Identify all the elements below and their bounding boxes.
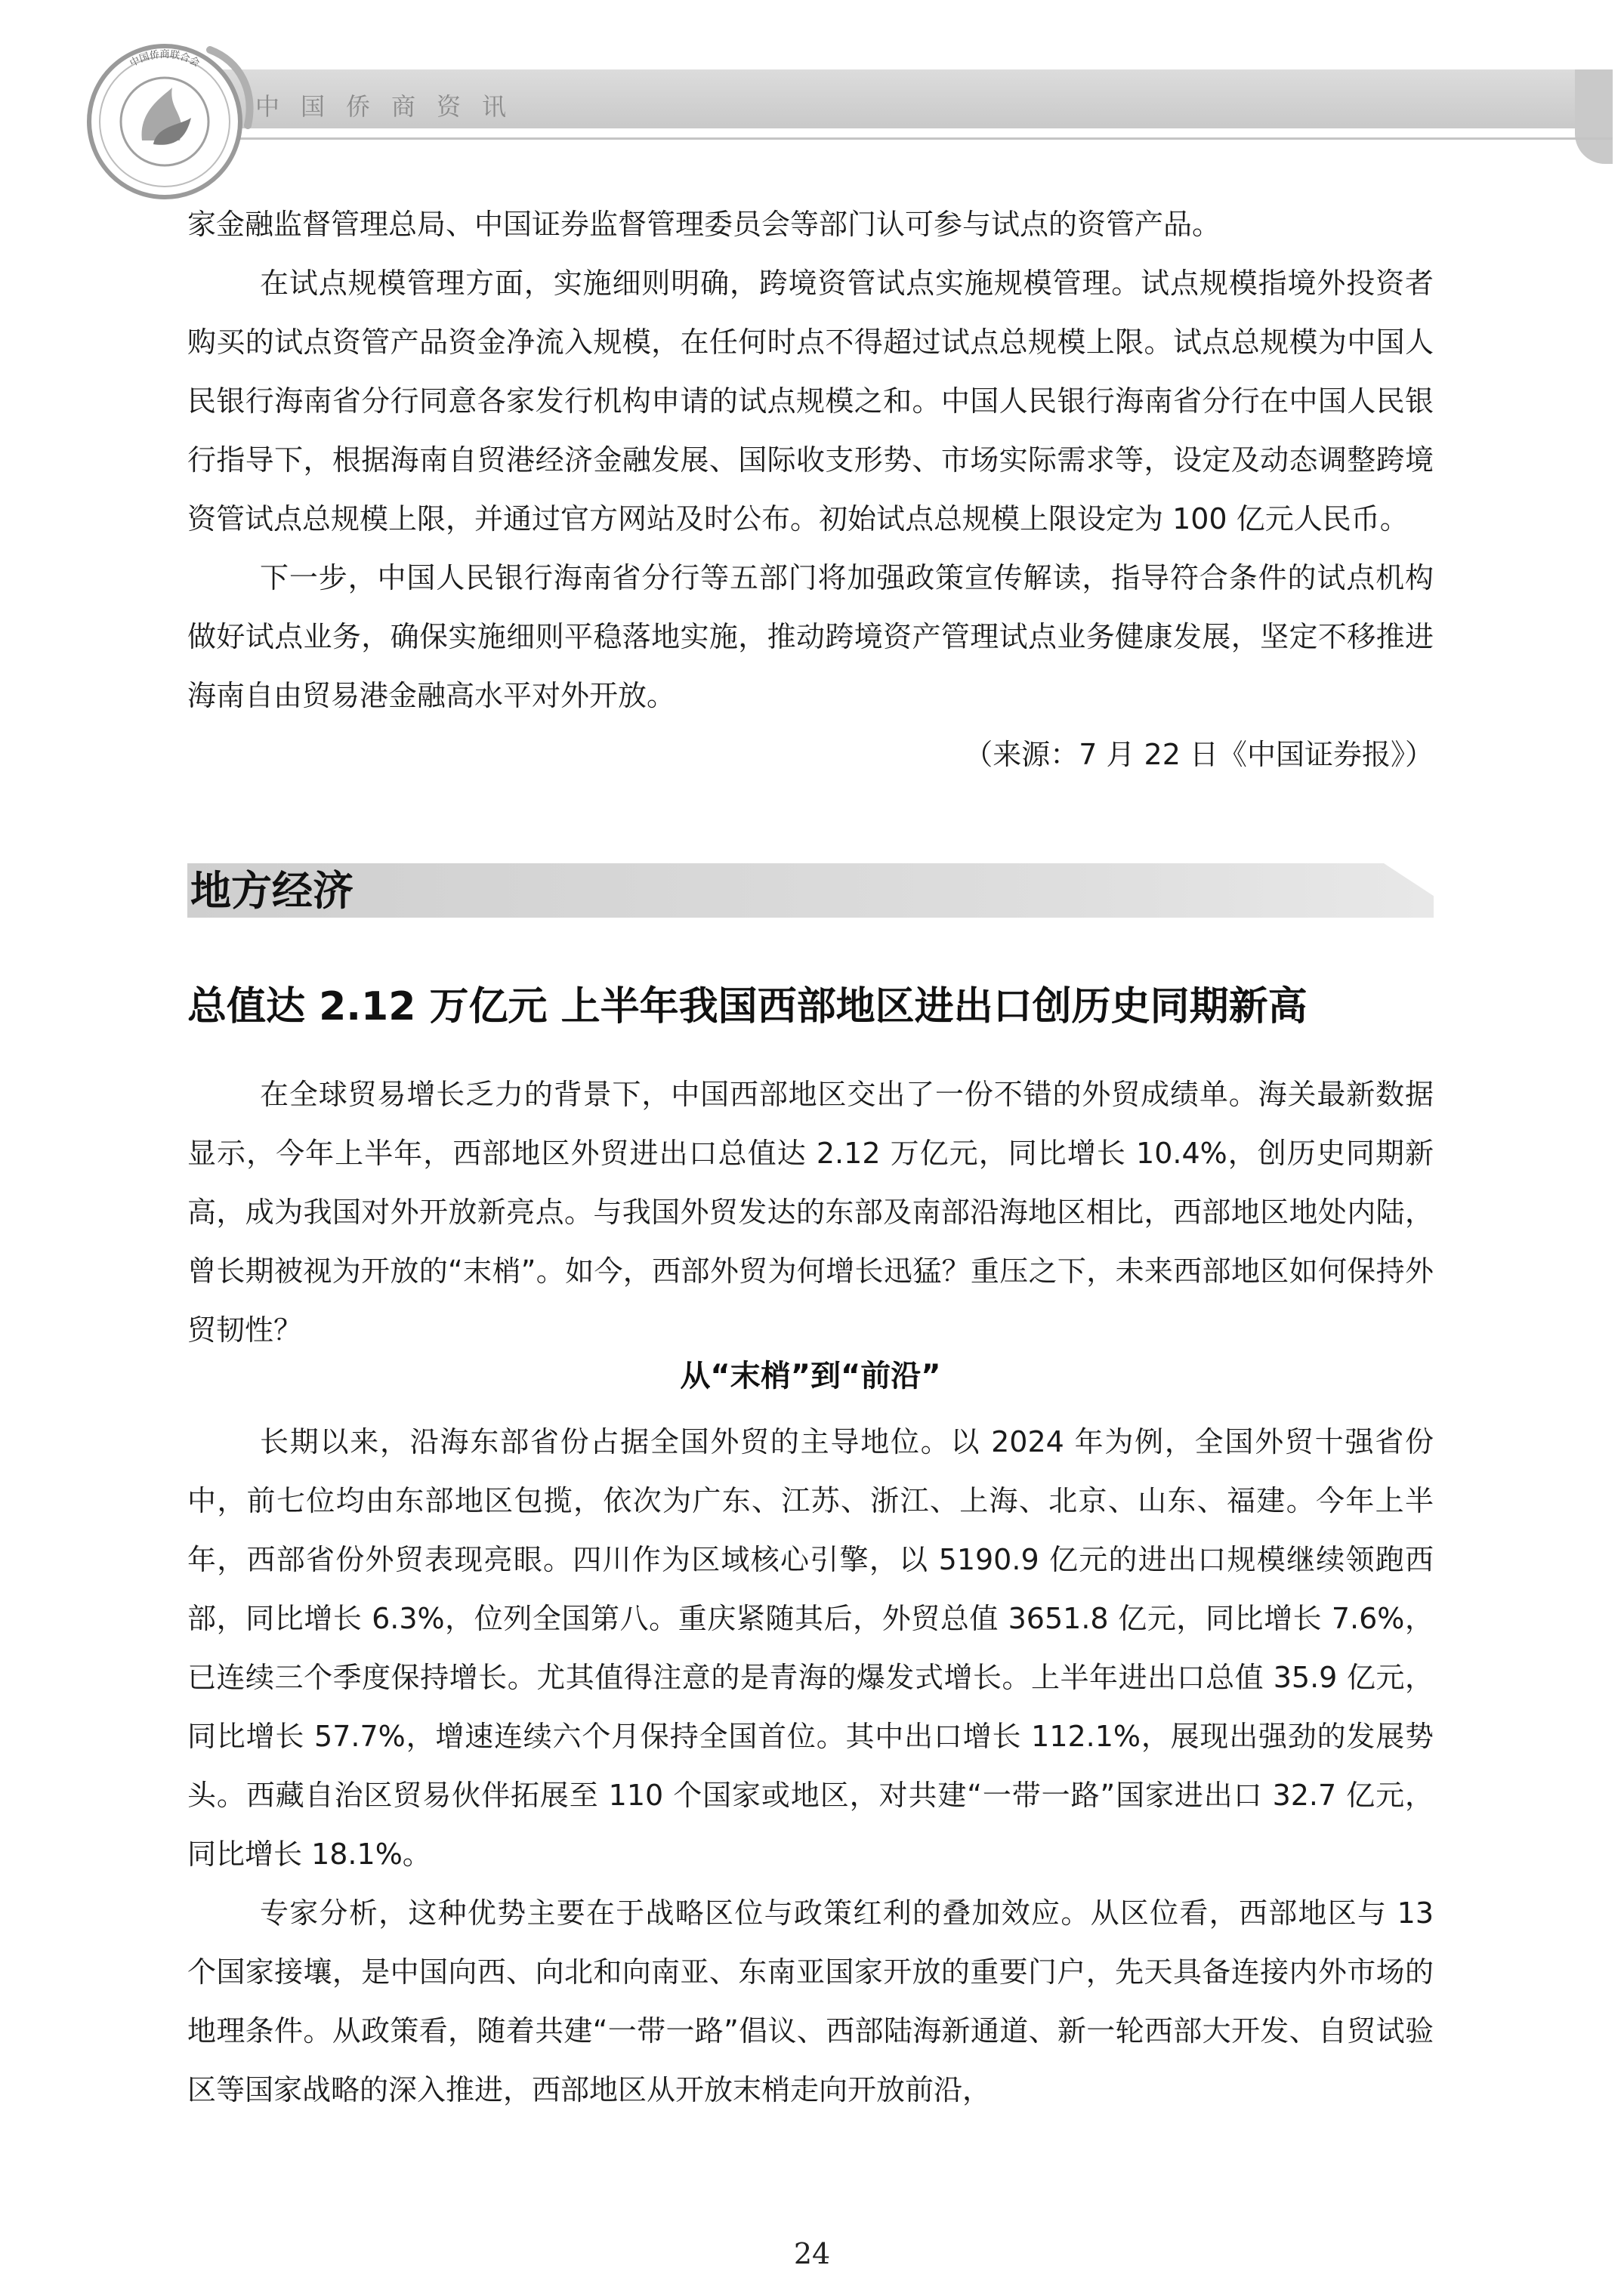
publication-logo [66, 20, 270, 201]
header-corner-decoration [1575, 69, 1613, 164]
section-band [187, 863, 1434, 918]
article-body [187, 1412, 1434, 2119]
page-number: 24 [793, 2237, 831, 2270]
continued-article [187, 195, 1434, 784]
continued-paragraph: 下一步，中国人民银行海南省分行等五部门将加强政策宣传解读，指导符合条件的试点机构做好试点业务，确保实施细则平稳落地实施，推动跨境资产管理试点业务健康发展，坚定不移推进海南自由贸易港金融高水平对外开放。 [187, 561, 1434, 712]
body-paragraph: 专家分析，这种优势主要在于战略区位与政策红利的叠加效应。从区位看，西部地区与 13 个国家接壤，是中国向西、向北和向南亚、东南亚国家开放的重要门户，先天具备连接内外市场的地理条件。从政策看，随着共建“一带一路”倡议、西部陆海新通道、新一轮西部大开发、自贸试验区等国家战略的深入推进，西部地区从开放末梢走向开放前沿， [187, 1896, 1434, 2106]
section-title: 地方经济 [190, 866, 354, 915]
intro-paragraph: 在全球贸易增长乏力的背景下，中国西部地区交出了一份不错的外贸成绩单。海关最新数据显示，今年上半年，西部地区外贸进出口总值达 2.12 万亿元，同比增长 10.4%，创历史同期新高，成为我国对外开放新亮点。与我国外贸发达的东部及南部沿海地区相比，西部地区地处内陆，曾长期被视为开放的“末梢”。如今，西部外贸为何增长迅猛？重压之下，未来西部地区如何保持外贸韧性？ [187, 1078, 1434, 1347]
article-subhead: 从“末梢”到“前沿” [680, 1359, 941, 1393]
article-headline: 总值达 2.12 万亿元 上半年我国西部地区进出口创历史同期新高 [187, 984, 1308, 1029]
article-intro [187, 1065, 1434, 1359]
header-rule [227, 137, 1613, 140]
article-source: （来源：7 月 22 日《中国证券报》） [964, 738, 1434, 771]
continued-paragraph: 在试点规模管理方面，实施细则明确，跨境资管试点实施规模管理。试点规模指境外投资者购买的试点资管产品资金净流入规模，在任何时点不得超过试点总规模上限。试点总规模为中国人民银行海南省分行同意各家发行机构申请的试点规模之和。中国人民银行海南省分行在中国人民银行指导下，根据海南自贸港经济金融发展、国际收支形势、市场实际需求等，设定及动态调整跨境资管试点总规模上限，并通过官方网站及时公布。初始试点总规模上限设定为 100 亿元人民币。 [187, 267, 1434, 535]
continued-paragraph: 家金融监督管理总局、中国证券监督管理委员会等部门认可参与试点的资管产品。 [187, 208, 1221, 241]
logo-ring-text: 中国侨商联合会 [128, 49, 202, 69]
body-paragraph: 长期以来，沿海东部省份占据全国外贸的主导地位。以 2024 年为例，全国外贸十强省份中，前七位均由东部地区包揽，依次为广东、江苏、浙江、上海、北京、山东、福建。今年上半年，西部省份外贸表现亮眼。四川作为区域核心引擎，以 5190.9 亿元的进出口规模继续领跑西部，同比增长 6.3%，位列全国第八。重庆紧随其后，外贸总值 3651.8 亿元，同比增长 7.6%，已连续三个季度保持增长。尤其值得注意的是青海的爆发式增长。上半年进出口总值 35.9 亿元，同比增长 57.7%，增速连续六个月保持全国首位。其中出口增长 112.1%，展现出强劲的发展势头。西藏自治区贸易伙伴拓展至 110 个国家或地区，对共建“一带一路”国家进出口 32.7 亿元，同比增长 18.1%。 [187, 1425, 1434, 1871]
publication-title: 中国侨商资讯 [255, 92, 528, 121]
